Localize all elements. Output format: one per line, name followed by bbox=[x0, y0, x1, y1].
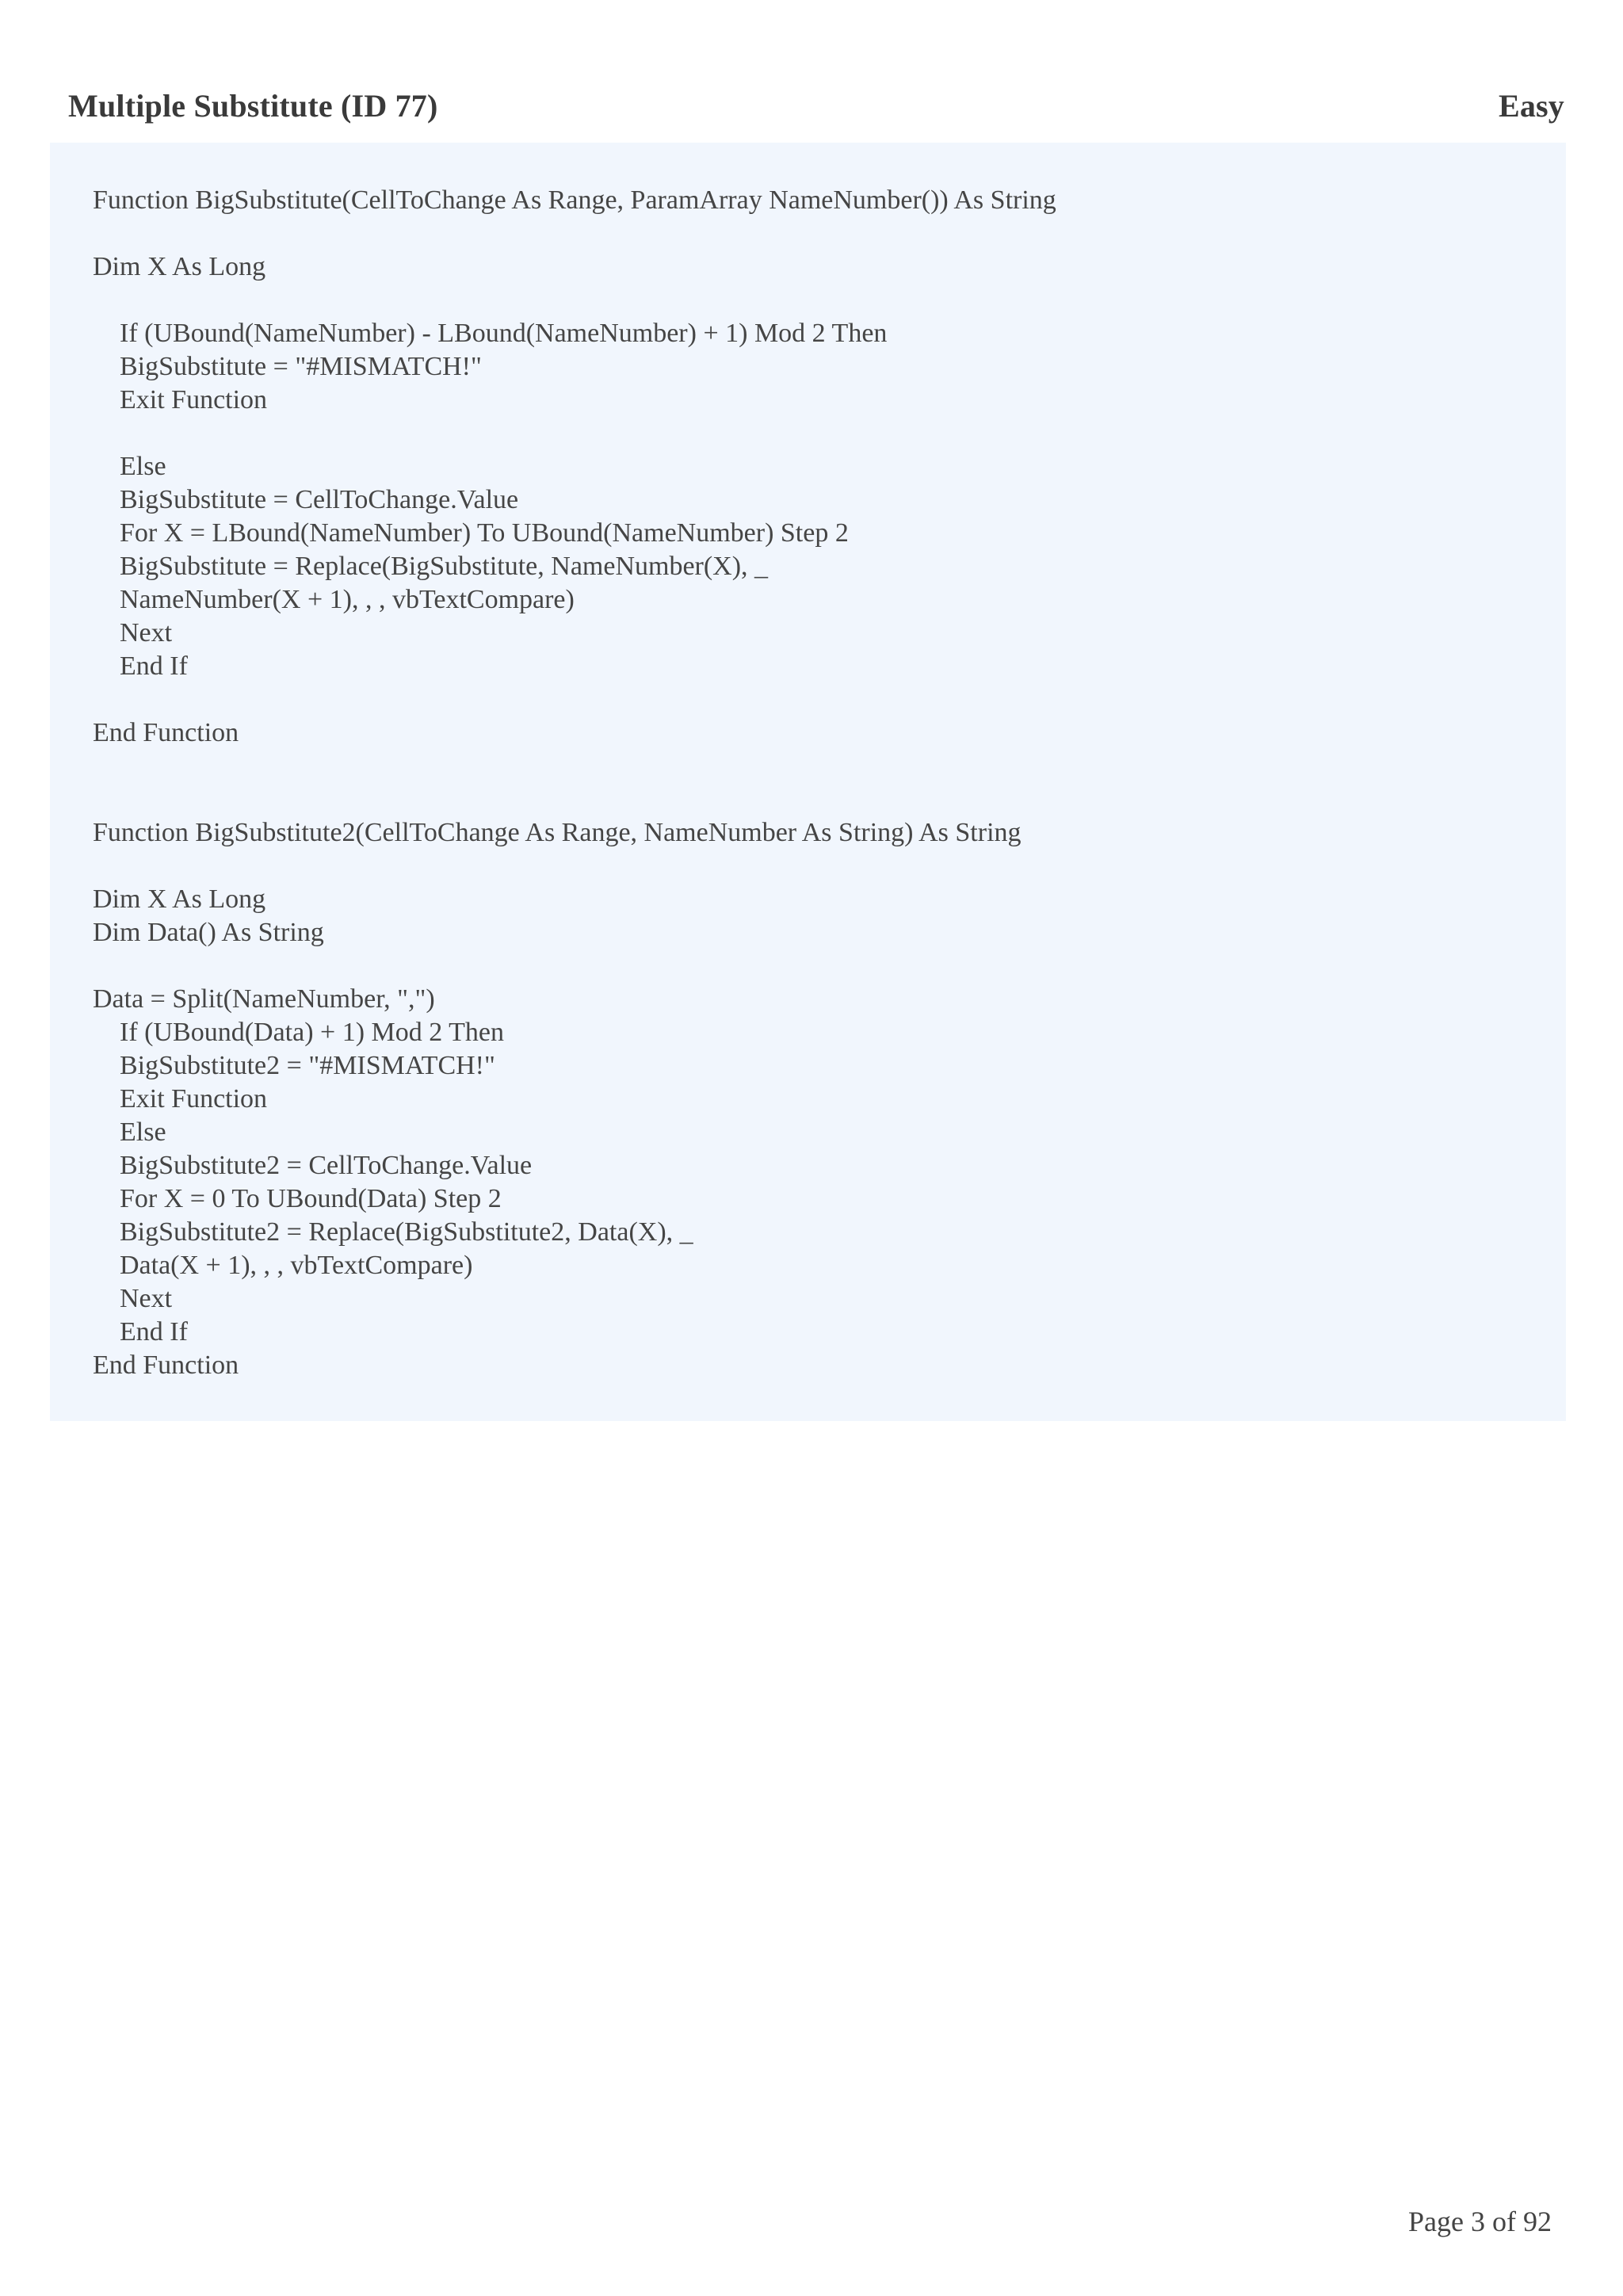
code-line: Next bbox=[93, 1284, 173, 1313]
code-line: If (UBound(NameNumber) - LBound(NameNumber) + 1) Mod 2 Then bbox=[93, 319, 888, 348]
code-line: Data(X + 1), , , vbTextCompare) bbox=[93, 1251, 473, 1280]
code-block bbox=[50, 143, 1566, 1421]
code-line bbox=[93, 417, 1566, 450]
code-line: BigSubstitute2 = CellToChange.Value bbox=[93, 1151, 533, 1180]
code-line: NameNumber(X + 1), , , vbTextCompare) bbox=[93, 585, 575, 614]
code-line: BigSubstitute2 = Replace(BigSubstitute2, Data(X), _ bbox=[93, 1217, 693, 1247]
code-line: Function BigSubstitute2(CellToChange As Range, NameNumber As String) As String bbox=[93, 818, 1022, 847]
code-line bbox=[93, 949, 1566, 983]
code-line: For X = 0 To UBound(Data) Step 2 bbox=[93, 1184, 502, 1213]
code-line: BigSubstitute = Replace(BigSubstitute, NameNumber(X), _ bbox=[93, 552, 769, 581]
code-line bbox=[93, 284, 1566, 317]
code-line: BigSubstitute = "#MISMATCH!" bbox=[93, 352, 482, 381]
code-line: Function BigSubstitute(CellToChange As Range, ParamArray NameNumber()) As String bbox=[93, 185, 1056, 215]
code-line: Dim X As Long bbox=[93, 884, 266, 914]
code-line: BigSubstitute2 = "#MISMATCH!" bbox=[93, 1051, 495, 1080]
code-line bbox=[93, 750, 1566, 783]
code-line: Dim X As Long bbox=[93, 252, 266, 281]
code-line: End If bbox=[93, 651, 188, 681]
code-line: End Function bbox=[93, 718, 239, 747]
code-line: End If bbox=[93, 1317, 188, 1347]
code-line: For X = LBound(NameNumber) To UBound(NameNumber) Step 2 bbox=[93, 518, 849, 548]
code-line: Exit Function bbox=[93, 1084, 268, 1114]
code-line: Else bbox=[93, 452, 166, 481]
code-line: Data = Split(NameNumber, ",") bbox=[93, 984, 435, 1014]
code-line: Else bbox=[93, 1117, 166, 1147]
code-line: If (UBound(Data) + 1) Mod 2 Then bbox=[93, 1018, 504, 1047]
page-header bbox=[68, 87, 1564, 124]
code-line bbox=[93, 683, 1566, 716]
page-number: Page 3 of 92 bbox=[1408, 2206, 1552, 2237]
code-line bbox=[93, 850, 1566, 883]
code-line bbox=[93, 783, 1566, 816]
code-line: Dim Data() As String bbox=[93, 918, 324, 947]
code-line: End Function bbox=[93, 1350, 239, 1380]
difficulty-label: Easy bbox=[1498, 88, 1564, 124]
code-line: Exit Function bbox=[93, 385, 268, 415]
page-title: Multiple Substitute (ID 77) bbox=[68, 88, 438, 124]
code-line: Next bbox=[93, 618, 173, 648]
code-line bbox=[93, 217, 1566, 250]
code-line: BigSubstitute = CellToChange.Value bbox=[93, 485, 519, 514]
